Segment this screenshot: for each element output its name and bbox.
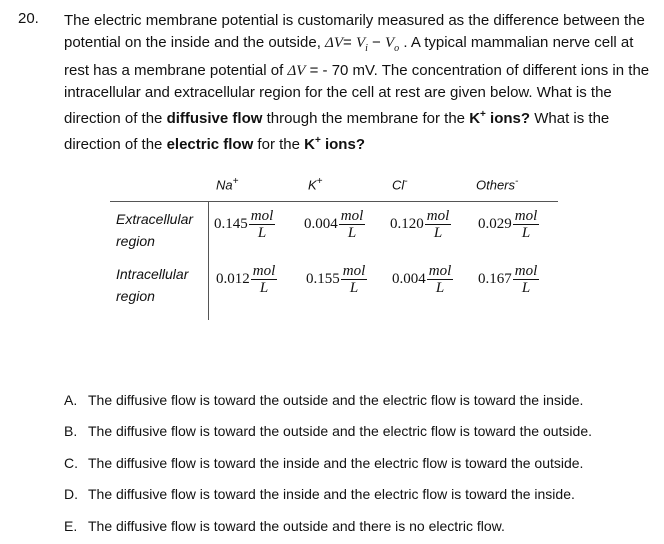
unit-numerator: mol <box>514 263 538 279</box>
question-text-part: What is the direction of the <box>64 110 610 153</box>
unit-fraction <box>341 263 368 296</box>
unit-denominator: L <box>435 280 445 296</box>
column-divider <box>208 202 209 320</box>
v-inside-symbol: V <box>355 35 366 51</box>
bold-k-charge: + <box>480 109 486 120</box>
unit-denominator: L <box>347 225 357 241</box>
equals-sign: = <box>343 34 356 51</box>
option-d[interactable] <box>64 479 660 511</box>
unit-fraction <box>425 208 452 241</box>
row-label-extracellular <box>116 208 193 252</box>
cell-intra-others <box>478 263 539 296</box>
delta-v-symbol: ΔV <box>325 35 343 51</box>
question-text <box>64 10 660 156</box>
v-inside-subscript: i <box>365 43 368 54</box>
option-a[interactable] <box>64 384 660 416</box>
question-text-part: = - 70 mV. The concentration of different ions in the intracellular and extracellular region for the cell at rest are given below. What is the direction of the <box>64 62 650 127</box>
row-label-line: Extracellular <box>116 211 194 227</box>
bold-k-ions <box>469 110 530 127</box>
row-label-line: region <box>116 288 155 304</box>
bold-electric-flow: electric flow <box>166 136 254 153</box>
header-others-label: Others <box>476 177 516 193</box>
cell-value: 0.012 <box>216 271 250 287</box>
header-others <box>476 176 518 192</box>
cell-extra-na <box>214 208 275 241</box>
cell-value: 0.145 <box>214 216 248 232</box>
option-letter: A. <box>64 391 78 408</box>
option-letter: C. <box>64 454 78 471</box>
unit-fraction <box>427 263 454 296</box>
unit-denominator: L <box>521 280 531 296</box>
option-letter: E. <box>64 517 78 534</box>
unit-fraction <box>513 263 540 296</box>
cell-intra-k <box>306 263 367 296</box>
cell-extra-k <box>304 208 365 241</box>
unit-numerator: mol <box>340 208 364 224</box>
header-cl-charge: - <box>404 176 408 187</box>
cell-value: 0.120 <box>390 216 424 232</box>
unit-numerator: mol <box>514 208 538 224</box>
question-number: 20. <box>18 10 39 27</box>
header-cl <box>392 176 408 192</box>
unit-numerator: mol <box>250 208 274 224</box>
answer-options <box>64 384 660 542</box>
cell-value: 0.155 <box>306 271 340 287</box>
minus-sign: − <box>367 34 385 51</box>
unit-fraction <box>251 263 278 296</box>
row-label-line: Intracellular <box>116 266 189 282</box>
unit-fraction <box>339 208 366 241</box>
option-c[interactable] <box>64 447 660 479</box>
option-text: The diffusive flow is toward the inside and the electric flow is toward the outside. <box>88 454 584 471</box>
unit-numerator: mol <box>342 263 366 279</box>
header-k <box>308 176 323 192</box>
unit-fraction <box>249 208 276 241</box>
header-others-charge: - <box>515 176 519 187</box>
question-text-part: . A typical mammalian nerve cell at rest has a membrane potential of <box>64 34 634 79</box>
unit-denominator: L <box>257 225 267 241</box>
cell-value: 0.029 <box>478 216 512 232</box>
v-outside-symbol: V <box>385 35 395 51</box>
option-text: The diffusive flow is toward the outside and there is no electric flow. <box>88 517 505 534</box>
option-letter: B. <box>64 423 78 440</box>
bold-k-ions <box>304 136 365 153</box>
bold-k-symbol: K <box>469 110 481 127</box>
unit-fraction <box>513 208 540 241</box>
v-outside-subscript: o <box>394 43 400 54</box>
option-letter: D. <box>64 486 78 503</box>
unit-numerator: mol <box>426 208 450 224</box>
header-na <box>216 176 238 192</box>
unit-numerator: mol <box>428 263 452 279</box>
row-label-intracellular <box>116 263 188 307</box>
unit-denominator: L <box>259 280 269 296</box>
unit-denominator: L <box>433 225 443 241</box>
cell-value: 0.167 <box>478 271 512 287</box>
delta-v-symbol: ΔV <box>287 63 306 79</box>
unit-numerator: mol <box>252 263 276 279</box>
question-text-part: The electric membrane potential is customarily measured as the difference between the potential on the inside and the outside, <box>64 12 645 51</box>
concentration-table <box>110 172 560 322</box>
option-text: The diffusive flow is toward the outside and the electric flow is toward the inside. <box>88 391 584 408</box>
option-e[interactable] <box>64 510 660 542</box>
cell-extra-cl <box>390 208 451 241</box>
header-na-charge: + <box>232 176 239 187</box>
cell-value: 0.004 <box>392 271 426 287</box>
row-label-line: region <box>116 233 155 249</box>
cell-intra-cl <box>392 263 453 296</box>
option-b[interactable] <box>64 416 660 448</box>
bold-ions-word: ions? <box>320 136 365 153</box>
header-k-label: K <box>308 177 317 193</box>
cell-intra-na <box>216 263 277 296</box>
option-text: The diffusive flow is toward the inside and the electric flow is toward the inside. <box>88 486 575 503</box>
header-k-charge: + <box>316 176 323 187</box>
bold-k-charge: + <box>314 135 321 146</box>
header-cl-label: Cl <box>392 177 405 193</box>
cell-extra-others <box>478 208 539 241</box>
bold-ions-word: ions? <box>485 110 531 127</box>
unit-denominator: L <box>349 280 359 296</box>
bold-diffusive-flow: diffusive flow <box>166 110 263 127</box>
header-divider <box>110 201 558 202</box>
bold-k-symbol: K <box>304 136 315 153</box>
cell-value: 0.004 <box>304 216 338 232</box>
question-text-part: through the membrane for the <box>262 110 470 127</box>
unit-denominator: L <box>521 225 531 241</box>
option-text: The diffusive flow is toward the outside and the electric flow is toward the outside. <box>88 423 593 440</box>
question-text-part: for the <box>253 136 305 153</box>
header-na-label: Na <box>216 177 233 193</box>
